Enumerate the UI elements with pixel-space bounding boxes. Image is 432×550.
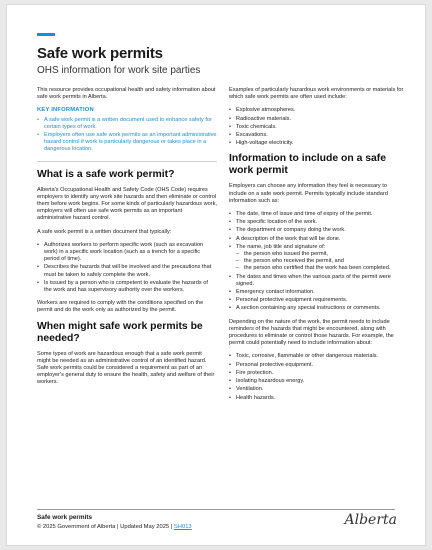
section-heading-when-needed: When might safe work permits be needed? <box>37 320 203 344</box>
accent-bar <box>37 33 55 36</box>
intro-paragraph: This resource provides occupational health and safety information about safe work permits in Alberta. <box>37 87 216 101</box>
footer-title: Safe work permits <box>37 514 93 521</box>
footer-separator: | <box>117 524 119 530</box>
section-divider <box>37 161 217 162</box>
list-item-with-sublist <box>229 244 405 273</box>
list-item: • Excavations. <box>229 132 405 139</box>
document-code-link[interactable]: SH013 <box>173 524 192 530</box>
paragraph: Employers can choose any information they feel is necessary to include on a safe work permit. Permits typically include standard information such as: <box>229 183 388 204</box>
examples-list <box>229 107 405 147</box>
page-title: Safe work permits <box>37 45 163 62</box>
list-item: • Toxic, corrosive, flammable or other dangerous materials. <box>229 353 405 360</box>
permit-definition-list <box>37 242 217 294</box>
list-item: • Personal protective equipment requirements. <box>229 297 405 304</box>
standard-information-list <box>229 211 405 313</box>
right-column <box>229 87 405 408</box>
key-info-item: • A safe work permit is a written document used to enhance safety for certain types of work. <box>37 117 217 131</box>
key-information-heading: KEY INFORMATION <box>37 107 94 114</box>
signatory-sublist <box>236 251 405 273</box>
section-heading-information: Information to include on a safe work permit <box>229 153 387 177</box>
list-item: • High-voltage electricity. <box>229 140 405 147</box>
list-item: • Fire protection. <box>229 370 405 377</box>
key-information-box <box>37 107 217 153</box>
paragraph: Some types of work are hazardous enough that a safe work permit might be needed as an administrative control of an identified hazard. Safe work permits could be considered a requirement as part of an employer's general duty to ensure the health, safety and welfare of their workers. <box>37 350 215 386</box>
paragraph: A safe work permit is a written document that typically: <box>37 228 172 235</box>
key-information-list <box>37 117 217 154</box>
paragraph: Depending on the nature of the work, the permit needs to include reminders of the hazards that might be encountered, along with procedures to eliminate or control those hazards. For example, the permit could potentially need to include information about: <box>229 318 394 347</box>
list-item: • The department or company doing the work. <box>229 227 405 234</box>
sub-list-item: – the person who received the permit, and <box>236 258 405 265</box>
document-page <box>6 4 426 546</box>
list-item: • Toxic chemicals. <box>229 124 405 131</box>
list-item: • Is issued by a person who is competent to evaluate the hazards of the work and has supervisory authority over the workers. <box>37 280 217 294</box>
list-item: • Personal protective equipment. <box>229 362 405 369</box>
list-item: • The specific location of the work. <box>229 219 405 226</box>
list-item: • The date, time of issue and time of expiry of the permit. <box>229 211 405 218</box>
list-item-text: The name, job title and signature of: <box>236 243 326 250</box>
list-item: • Ventilation. <box>229 386 405 393</box>
key-info-item: • Employers often use safe work permits as an important administrative hazard control if work is particularly dangerous or takes place in a dangerous location. <box>37 132 217 154</box>
list-item: • Emergency contact information. <box>229 289 405 296</box>
list-item: • Describes the hazards that will be involved and the precautions that must be taken to safely complete the work. <box>37 264 217 278</box>
sub-list-item: – the person who certified that the work has been completed. <box>236 265 405 272</box>
list-item: • Authorizes workers to perform specific work (such as excavation work) in a specific work location (such as a trench for a specific period of time). <box>37 242 217 264</box>
list-item: • Health hazards. <box>229 395 405 402</box>
paragraph: Workers are required to comply with the conditions specified on the permit and do the work only as authorized by the permit. <box>37 300 204 314</box>
hazard-information-list <box>229 353 405 401</box>
section-heading-what-is: What is a safe work permit? <box>37 168 175 180</box>
left-column <box>37 87 217 393</box>
list-item: • A description of the work that will be done. <box>229 236 405 243</box>
alberta-logo: Alberta <box>344 512 397 528</box>
footer-divider <box>37 509 395 510</box>
paragraph: Alberta's Occupational Health and Safety Code (OHS Code) requires employers to identify any work site hazards and then eliminate or control them before work begins. For some kinds of particularly hazardous work, employers will often use safe work permits as an important administrative hazard control. <box>37 186 218 222</box>
list-item: • Explosive atmospheres. <box>229 107 405 114</box>
footer-updated: Updated May 2025 <box>120 524 170 530</box>
footer-copyright: © 2025 Government of Alberta <box>37 524 116 530</box>
sub-list-item: – the person who issued the permit, <box>236 251 405 258</box>
footer-separator: | <box>170 524 173 530</box>
examples-intro: Examples of particularly hazardous work environments or materials for which safe work permits are often used include: <box>229 87 404 101</box>
list-item: • Isolating hazardous energy. <box>229 378 405 385</box>
footer-meta <box>37 524 192 530</box>
page-subtitle: OHS information for work site parties <box>37 65 201 76</box>
list-item: • The dates and times when the various parts of the permit were signed. <box>229 274 405 288</box>
list-item: • Radioactive materials. <box>229 116 405 123</box>
list-item: • A section containing any special instructions or comments. <box>229 305 405 312</box>
